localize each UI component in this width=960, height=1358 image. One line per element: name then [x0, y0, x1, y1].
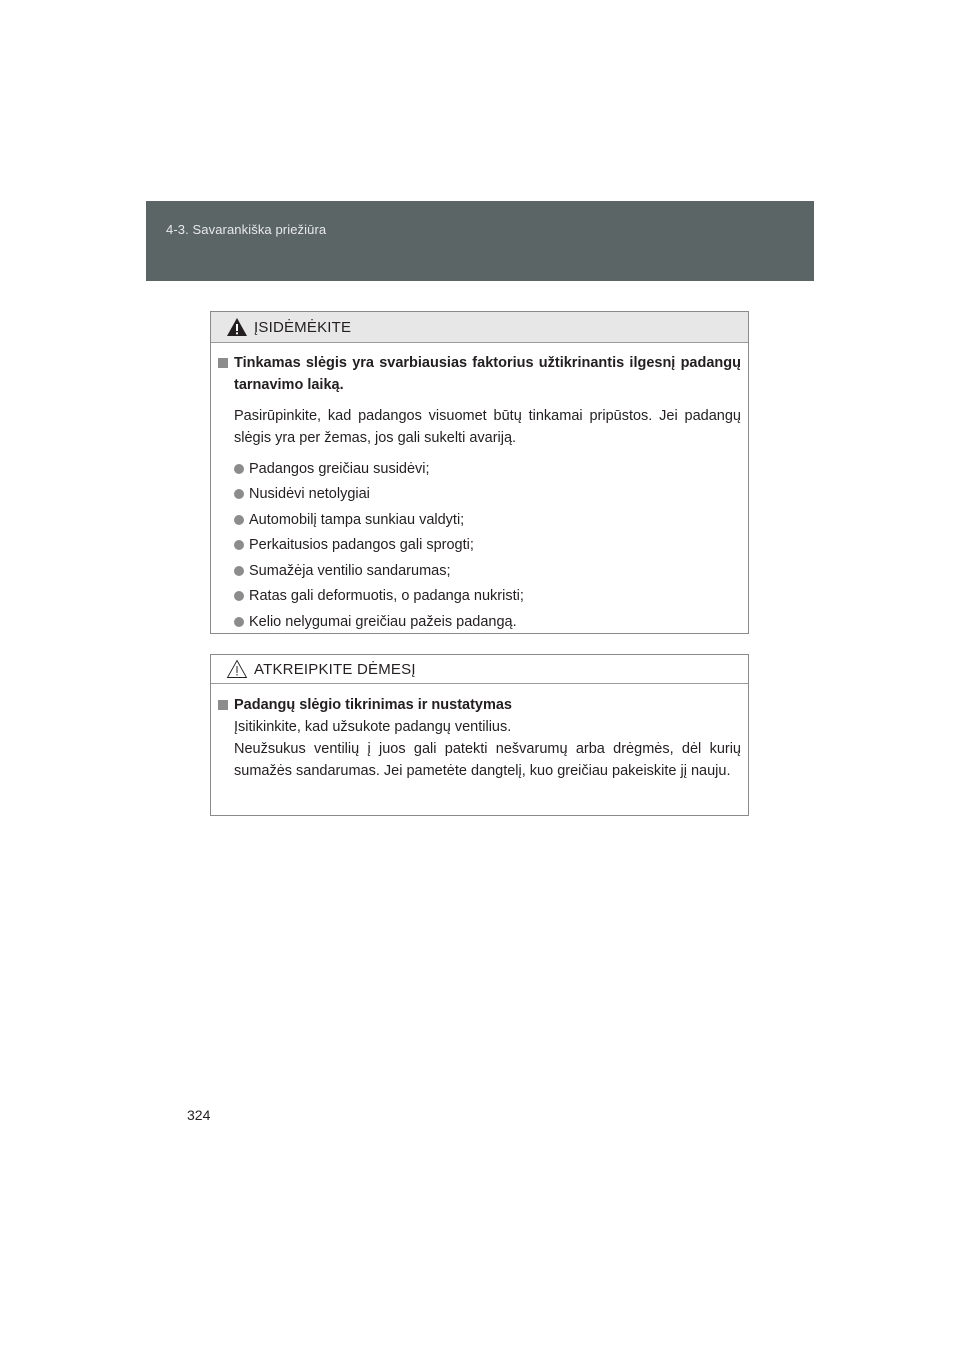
caution-heading-row — [218, 352, 741, 396]
list-item-text: Padangos greičiau susidėvi; — [249, 460, 430, 477]
caution-box-title: ĮSIDĖMĖKITE — [254, 319, 352, 336]
notice-heading-row — [218, 694, 741, 716]
caution-box — [210, 311, 749, 634]
page-number: 324 — [187, 1107, 211, 1123]
list-item — [234, 456, 741, 482]
caution-box-body — [211, 343, 748, 635]
list-item-text: Sumažėja ventilio sandarumas; — [249, 562, 451, 579]
list-item — [234, 533, 741, 559]
warning-outline-icon — [226, 659, 248, 679]
list-item — [234, 609, 741, 635]
list-item-text: Kelio nelygumai greičiau pažeis padangą. — [249, 613, 517, 630]
list-item — [234, 507, 741, 533]
list-item — [234, 482, 741, 508]
notice-box-header — [211, 655, 748, 684]
section-title: 4-3. Savarankiška priežiūra — [166, 222, 327, 237]
notice-box — [210, 654, 749, 816]
caution-box-header — [211, 312, 748, 343]
notice-box-title: ATKREIPKITE DĖMESĮ — [254, 661, 416, 678]
warning-filled-icon — [226, 317, 248, 337]
notice-heading: Padangų slėgio tikrinimas ir nustatymas — [234, 697, 512, 713]
round-bullet-icon — [234, 489, 244, 499]
round-bullet-icon — [234, 464, 244, 474]
round-bullet-icon — [234, 566, 244, 576]
square-bullet-icon — [218, 700, 228, 710]
list-item — [234, 584, 741, 610]
list-item — [234, 558, 741, 584]
section-header-band — [146, 201, 814, 281]
list-item-text: Ratas gali deformuotis, o padanga nukristi; — [249, 588, 524, 605]
notice-line: Įsitikinkite, kad užsukote padangų ventilius. — [234, 719, 512, 735]
caution-paragraph: Pasirūpinkite, kad padangos visuomet būtų tinkamai pripūstos. Jei padangų slėgis yra per žemas, jos gali sukelti avariją. — [234, 408, 741, 446]
round-bullet-icon — [234, 591, 244, 601]
round-bullet-icon — [234, 540, 244, 550]
notice-box-body — [211, 684, 748, 782]
caution-heading: Tinkamas slėgis yra svarbiausias faktorius užtikrinantis ilgesnį padangų tarnavimo laiką. — [234, 355, 741, 393]
round-bullet-icon — [234, 617, 244, 627]
list-item-text: Perkaitusios padangos gali sprogti; — [249, 537, 474, 554]
list-item-text: Automobilį tampa sunkiau valdyti; — [249, 511, 465, 528]
square-bullet-icon — [218, 358, 228, 368]
caution-bullet-list — [218, 456, 741, 635]
round-bullet-icon — [234, 515, 244, 525]
list-item-text: Nusidėvi netolygiai — [249, 486, 370, 503]
notice-paragraph: Neužsukus ventilių į juos gali patekti nešvarumų arba drėgmės, dėl kurių sumažės sandarumas. Jei pametėte dangtelį, kuo greičiau pakeiskite jį nauju. — [234, 741, 741, 779]
